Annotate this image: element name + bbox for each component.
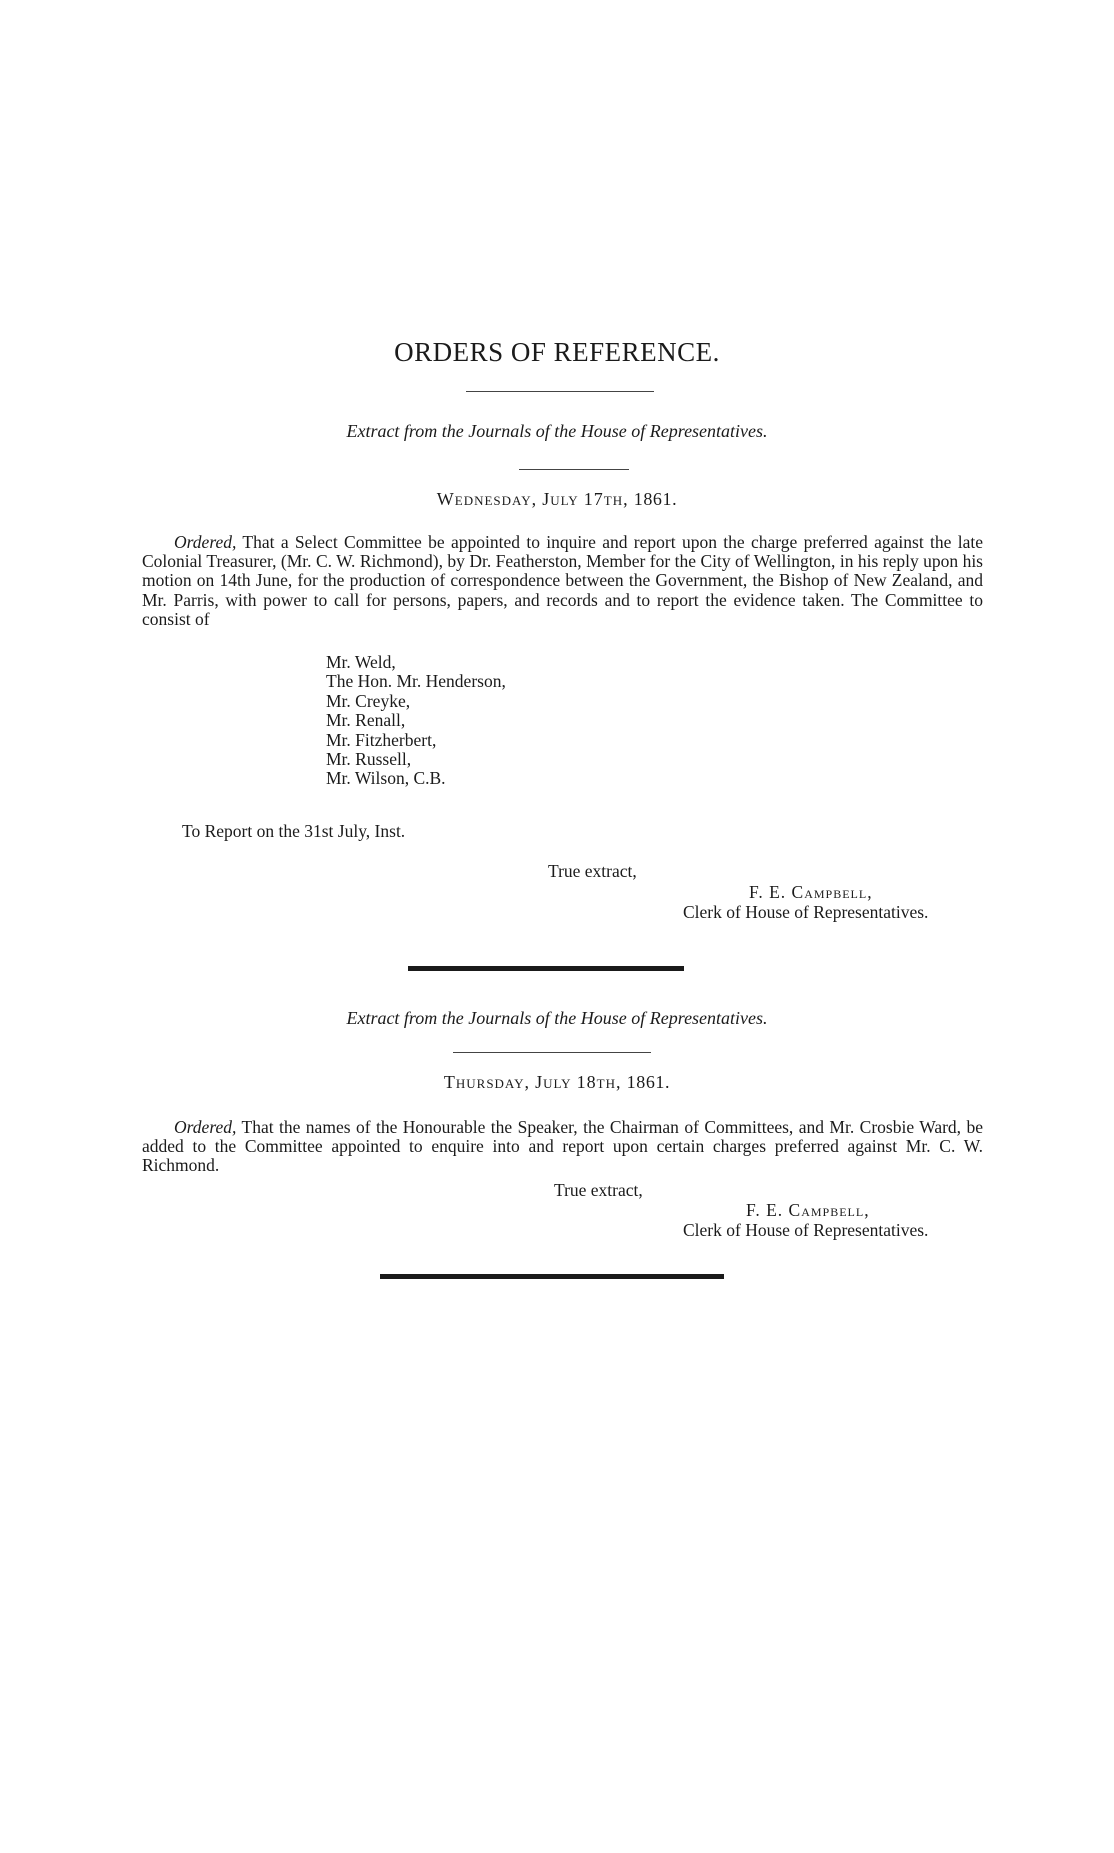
ordered-label-1: Ordered,	[174, 532, 237, 552]
extract-heading-2: Extract from the Journals of the House of Representatives.	[346, 1008, 768, 1028]
date-year-1: 1861.	[633, 489, 678, 509]
date-day-2: Thursday,	[443, 1072, 531, 1092]
signatory-title-1: Clerk of House of Representatives.	[683, 902, 929, 922]
signatory-title-2: Clerk of House of Representatives.	[683, 1220, 929, 1240]
member-item: Mr. Russell,	[326, 749, 412, 770]
signatory-2: F. E. Campbell,	[746, 1200, 870, 1220]
heading-rule-2	[453, 1052, 651, 1053]
date-month-2: July	[535, 1072, 572, 1092]
closing-rule	[380, 1274, 724, 1279]
member-item: Mr. Creyke,	[326, 690, 411, 711]
member-item: Mr. Weld,	[326, 652, 396, 672]
member-item: Mr. Renall,	[326, 710, 406, 731]
date-day-1: Wednesday,	[436, 489, 538, 509]
extract-heading-1: Extract from the Journals of the House of Representatives.	[346, 421, 768, 441]
heading-rule-1	[519, 469, 629, 470]
signatory-1: F. E. Campbell,	[749, 882, 873, 902]
order-paragraph-1	[142, 533, 983, 629]
title-rule	[466, 391, 654, 392]
dateline-2	[0, 1072, 1114, 1093]
order-body-2: That the names of the Honourable the Speaker, the Chairman of Committees, and Mr. Crosbie Ward, be added to the Committee appointed to enquire into and report upon certain charges preferred against Mr. C. W. Richmond.	[142, 1117, 983, 1176]
date-num-1: 17th,	[583, 489, 629, 509]
date-num-2: 18th,	[576, 1072, 622, 1092]
member-item: The Hon. Mr. Henderson,	[326, 671, 506, 692]
order-body-1: That a Select Committee be appointed to inquire and report upon the charge preferred against the late Colonial Treasurer, (Mr. C. W. Richmond), by Dr. Featherston, Member for the City of Wellington, in his reply upon his motion on 14th June, for the production of correspondence between the Government, the Bishop of New Zealand, and Mr. Parris, with power to call for persons, papers, and records and to report the evidence taken. The Committee to consist of	[142, 532, 983, 629]
dateline-1	[0, 489, 1114, 510]
date-year-2: 1861.	[626, 1072, 671, 1092]
ordered-label-2: Ordered,	[174, 1117, 237, 1137]
page-title: ORDERS OF REFERENCE.	[394, 337, 720, 367]
true-extract-2: True extract,	[554, 1180, 643, 1200]
report-deadline: To Report on the 31st July, Inst.	[182, 821, 406, 841]
section-divider	[408, 966, 684, 971]
date-month-1: July	[542, 489, 579, 509]
member-item: Mr. Wilson, C.B.	[326, 768, 446, 789]
true-extract-1: True extract,	[548, 861, 637, 881]
member-item: Mr. Fitzherbert,	[326, 729, 437, 750]
order-paragraph-2	[142, 1118, 983, 1176]
committee-members-list	[326, 653, 506, 789]
